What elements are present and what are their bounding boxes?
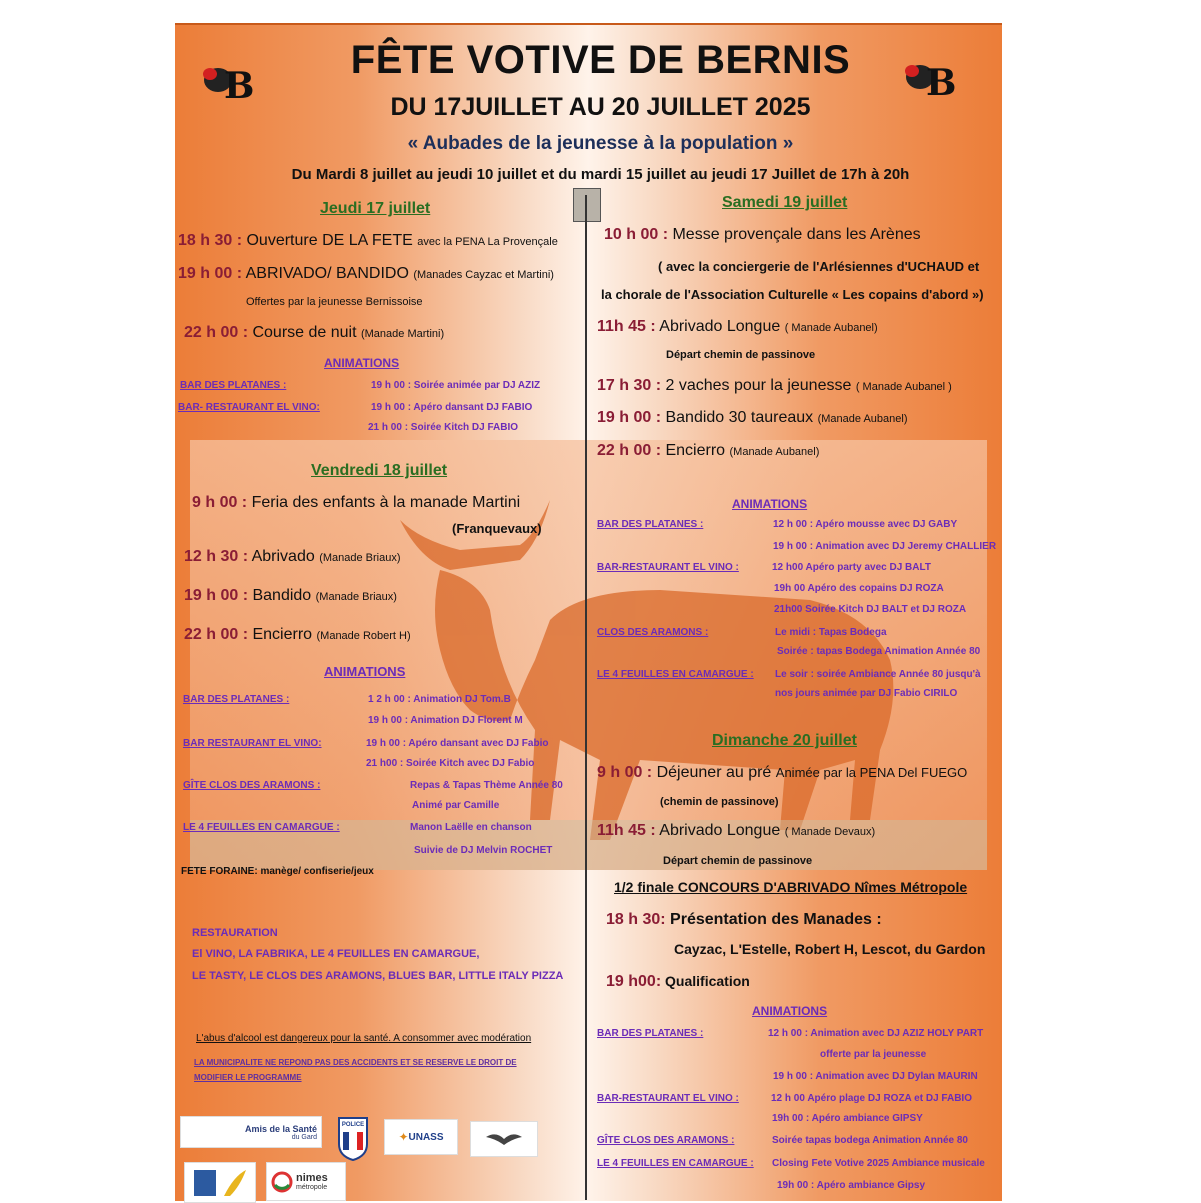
- event-row: 10 h 00 : Messe provençale dans les Arènes: [604, 226, 921, 243]
- event-row: 18 h 30 : Ouverture DE LA FETE avec la PENA La Provençale: [178, 232, 558, 249]
- animation-detail: Manon Laëlle en chanson: [410, 822, 532, 833]
- event-row: 22 h 00 : Encierro (Manade Aubanel): [597, 442, 820, 459]
- venue-label: LE 4 FEUILLES EN CAMARGUE :: [183, 822, 340, 833]
- event-row: 22 h 00 : Course de nuit (Manade Martini): [184, 324, 445, 341]
- depart-note: Départ chemin de passinove: [663, 855, 813, 867]
- aubade-subtitle: « Aubades de la jeunesse à la population »: [407, 133, 794, 154]
- poster-title: FÊTE VOTIVE DE BERNIS: [350, 38, 851, 82]
- venue-label: BAR DES PLATANES :: [180, 380, 287, 391]
- portrait-photo: [573, 188, 601, 222]
- animation-detail: Animé par Camille: [412, 800, 500, 811]
- mass-note: la chorale de l'Association Culturelle « Les copains d'abord »): [601, 287, 984, 302]
- svg-text:B: B: [224, 65, 255, 107]
- municipality-note: LA MUNICIPALITE NE REPOND PAS DES ACCIDENTS ET SE RESERVE LE DROIT DE: [194, 1058, 517, 1067]
- animation-detail: Repas & Tapas Thème Année 80: [410, 780, 563, 791]
- column-divider: [585, 195, 587, 1200]
- eagle-logo: [470, 1121, 538, 1157]
- svg-text:B: B: [926, 62, 957, 104]
- event-row: 19 h 00 : Bandido 30 taureaux (Manade Aubanel): [597, 409, 908, 426]
- region-logo: [184, 1162, 256, 1203]
- franquevaux-note: (Franquevaux): [452, 521, 542, 536]
- animation-detail: Soirée tapas bodega Animation Année 80: [772, 1135, 968, 1146]
- animation-detail: 19h 00 Apéro des copains DJ ROZA: [774, 583, 944, 594]
- event-row: 11h 45 : Abrivado Longue ( Manade Aubanel): [597, 318, 878, 335]
- venue-label: GÎTE CLOS DES ARAMONS :: [597, 1135, 735, 1146]
- animation-detail: Soirée : tapas Bodega Animation Année 80: [777, 646, 981, 657]
- venue-label: BAR DES PLATANES :: [597, 519, 704, 530]
- animation-detail: 19 h 00 : Animation avec DJ Jeremy CHALLIER: [773, 541, 997, 552]
- venue-label: GÎTE CLOS DES ARAMONS :: [183, 780, 321, 791]
- animation-detail: 19 h 00 : Animation avec DJ Dylan MAURIN: [773, 1071, 978, 1082]
- event-row: 19 h 00 : Bandido (Manade Briaux): [184, 587, 397, 604]
- venue-label: BAR- RESTAURANT EL VINO:: [178, 402, 320, 413]
- mass-note: ( avec la conciergerie de l'Arlésiennes d'UCHAUD et: [658, 259, 980, 274]
- event-row: 18 h 30: Présentation des Manades :: [606, 911, 882, 928]
- event-row: 12 h 30 : Abrivado (Manade Briaux): [184, 548, 401, 565]
- event-row: 9 h 00 : Feria des enfants à la manade Martini: [192, 494, 521, 511]
- animation-detail: 19h 00 : Apéro ambiance Gipsy: [777, 1180, 926, 1191]
- event-row: 17 h 30 : 2 vaches pour la jeunesse ( Manade Aubanel ): [597, 377, 952, 394]
- offer-note: Offertes par la jeunesse Bernissoise: [246, 296, 423, 308]
- venue-label: CLOS DES ARAMONS :: [597, 627, 709, 638]
- concours-title: 1/2 finale CONCOURS D'ABRIVADO Nîmes Métropole: [614, 879, 968, 895]
- animation-detail: nos jours animée par DJ Fabio CIRILO: [775, 688, 958, 699]
- animations-title: ANIMATIONS: [324, 356, 400, 370]
- animations-title: ANIMATIONS: [752, 1004, 828, 1018]
- restauration-line: El VINO, LA FABRIKA, LE 4 FEUILLES EN CAMARGUE,: [192, 948, 480, 960]
- venue-label: BAR DES PLATANES :: [183, 694, 290, 705]
- animation-detail: Le soir : soirée Ambiance Année 80 jusqu'à: [775, 669, 981, 680]
- venue-label: BAR-RESTAURANT EL VINO :: [597, 1093, 739, 1104]
- chemin-note: (chemin de passinove): [660, 796, 779, 808]
- amis-sante-logo: Amis de la Santé du Gard: [180, 1116, 322, 1148]
- animation-detail: offerte par la jeunesse: [820, 1049, 927, 1060]
- poster-dates: DU 17JUILLET AU 20 JUILLET 2025: [390, 93, 811, 121]
- aubade-period: Du Mardi 8 juillet au jeudi 10 juillet et du mardi 15 juillet au jeudi 17 Juillet de 17h à 20h: [291, 166, 910, 183]
- event-row: 9 h 00 : Déjeuner au pré Animée par la PENA Del FUEGO: [597, 764, 968, 781]
- animation-detail: 19 h 00 : Animation DJ Florent M: [368, 715, 523, 726]
- event-row: 19 h00: Qualification: [606, 973, 750, 990]
- animation-detail: 19 h 00 : Soirée animée par DJ AZIZ: [371, 380, 541, 391]
- event-row: 19 h 00 : ABRIVADO/ BANDIDO (Manades Cayzac et Martini): [178, 265, 554, 282]
- poster-top-border: [175, 23, 1002, 25]
- animation-detail: 12 h00 Apéro party avec DJ BALT: [772, 562, 931, 573]
- restauration-title: RESTAURATION: [192, 927, 278, 939]
- event-row: 11h 45 : Abrivado Longue ( Manade Devaux): [597, 822, 876, 839]
- animation-detail: 19 h 00 : Apéro dansant avec DJ Fabio: [366, 738, 549, 749]
- animation-detail: 1 2 h 00 : Animation DJ Tom.B: [368, 694, 511, 705]
- day-title-jeudi: Jeudi 17 juillet: [320, 200, 431, 217]
- animations-title: ANIMATIONS: [324, 664, 406, 679]
- fete-foraine: FETE FORAINE: manège/ confiserie/jeux: [181, 866, 374, 877]
- animation-detail: 21h00 Soirée Kitch DJ BALT et DJ ROZA: [774, 604, 967, 615]
- day-title-samedi: Samedi 19 juillet: [722, 194, 848, 211]
- restauration-line: LE TASTY, LE CLOS DES ARAMONS, BLUES BAR, LITTLE ITALY PIZZA: [192, 970, 564, 982]
- event-row: 22 h 00 : Encierro (Manade Robert H): [184, 626, 411, 643]
- day-title-dimanche: Dimanche 20 juillet: [712, 732, 857, 749]
- animation-detail: 12 h 00 : Apéro mousse avec DJ GABY: [773, 519, 958, 530]
- animation-detail: 21 h00 : Soirée Kitch avec DJ Fabio: [366, 758, 535, 769]
- manades-list: Cayzac, L'Estelle, Robert H, Lescot, du Gardon: [674, 941, 986, 957]
- nimes-metropole-logo: nimes métropole: [266, 1162, 346, 1201]
- venue-label: LE 4 FEUILLES EN CAMARGUE :: [597, 669, 754, 680]
- animation-detail: Suivie de DJ Melvin ROCHET: [414, 845, 553, 856]
- animation-detail: 19 h 00 : Apéro dansant DJ FABIO: [371, 402, 533, 413]
- unass-logo: ✦ UNASS: [384, 1119, 458, 1155]
- animation-detail: Closing Fete Votive 2025 Ambiance musicale: [772, 1158, 985, 1169]
- venue-label: BAR-RESTAURANT EL VINO :: [597, 562, 739, 573]
- day-title-vendredi: Vendredi 18 juillet: [311, 462, 448, 479]
- animation-detail: 12 h 00 : Animation avec DJ AZIZ HOLY PART: [768, 1028, 984, 1039]
- animation-detail: Le midi : Tapas Bodega: [775, 627, 887, 638]
- venue-label: LE 4 FEUILLES EN CAMARGUE :: [597, 1158, 754, 1169]
- animations-title: ANIMATIONS: [732, 497, 808, 511]
- venue-label: BAR RESTAURANT EL VINO:: [183, 738, 322, 749]
- depart-note: Départ chemin de passinove: [666, 349, 816, 361]
- municipality-note: MODIFIER LE PROGRAMME: [194, 1073, 302, 1082]
- alcohol-warning: L'abus d'alcool est dangereux pour la santé. A consommer avec modération: [196, 1033, 532, 1044]
- venue-label: BAR DES PLATANES :: [597, 1028, 704, 1039]
- animation-detail: 21 h 00 : Soirée Kitch DJ FABIO: [368, 422, 519, 433]
- animation-detail: 19h 00 : Apéro ambiance GIPSY: [772, 1113, 923, 1124]
- animation-detail: 12 h 00 Apéro plage DJ ROZA et DJ FABIO: [771, 1093, 972, 1104]
- police-badge-logo: POLICE: [335, 1114, 371, 1162]
